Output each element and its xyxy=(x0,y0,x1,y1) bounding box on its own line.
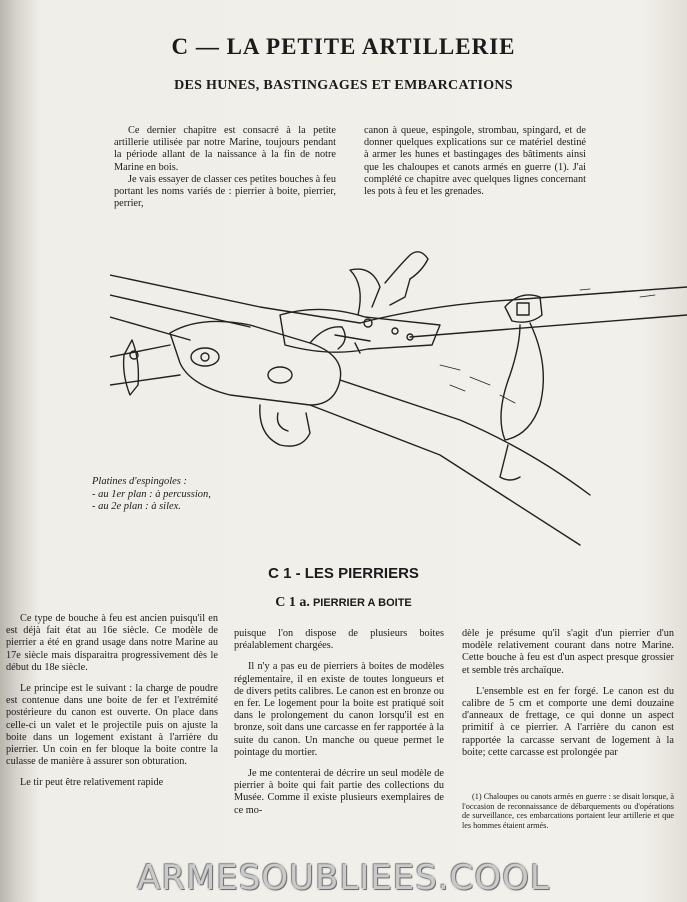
caption-line: - au 2e plan : à silex. xyxy=(92,501,181,512)
intro-column-right xyxy=(364,125,586,198)
caption-line: Platines d'espingoles : xyxy=(92,476,187,487)
subsection-title: PIERRIER A BOITE xyxy=(312,597,412,609)
body-paragraph: L'ensemble est en fer forgé. Le canon est du calibre de 5 cm et comporte une demi douzaine d'anneaux de frettage, ce qui donne un aspect primitif à ce pierrier. A l'arrière du canon est rapportée la carcasse servant de logement à la boite; cette carcasse est prolongée par xyxy=(462,685,674,758)
subsection-heading xyxy=(0,595,687,611)
body-paragraph: dèle je présume qu'il s'agit d'un pierrier d'un modèle relativement courant dans notre Marine. Cette bouche à feu est d'un aspect presque grossier et semble très archaïque. xyxy=(462,628,674,676)
body-paragraph: Je me contenterai de décrire un seul modèle de pierrier à boite qui fait partie des collections du Musée. Comme il existe plusieurs exemplaires de ce mo- xyxy=(234,768,444,816)
page-subtitle: DES HUNES, BASTINGAGES ET EMBARCATIONS xyxy=(174,78,513,93)
body-paragraph: Le principe est le suivant : la charge de poudre est contenue dans une boite de fer et l'extrémité postérieure du canon est ouverte. On place dans celle-ci un valet et le projectile puis on ajuste la boite dans un logement existant à l'arrière du pierrier. Un coin en fer bloque la boite contre la culasse de manière à assurer son obturation. xyxy=(6,683,218,768)
body-column-left xyxy=(6,613,218,790)
body-paragraph: Le tir peut être relativement rapide xyxy=(20,777,164,789)
body-paragraph: puisque l'on dispose de plusieurs boites préalablement chargées. xyxy=(234,628,444,652)
body-column-middle xyxy=(234,628,444,817)
intro-paragraph: canon à queue, espingole, strombau, spingard, et de donner quelques explications sur ce matériel destiné à armer les hunes et bastingages des bâtiments ainsi que les chaloupes et canots armés en guerre (1). J'ai complété ce chapitre avec quelques lignes concernant les pots à feu et les grenades. xyxy=(364,125,586,198)
watermark: ARMESOUBLIEES.COOL xyxy=(137,858,550,898)
section-heading: C 1 - LES PIERRIERS xyxy=(268,565,419,582)
subsection-number: C 1 a. xyxy=(275,595,310,610)
footnote xyxy=(462,792,674,830)
page-title: C — LA PETITE ARTILLERIE xyxy=(171,34,516,59)
intro-paragraph: Je vais essayer de classer ces petites bouches à feu portant les noms variés de : pierrier à boite, pierrier, perrier, xyxy=(114,173,336,210)
illustration-caption xyxy=(92,476,211,514)
intro-column-left xyxy=(114,125,336,210)
body-paragraph: Ce type de bouche à feu est ancien puisqu'il en est déjà fait état au 16e siècle. Ce modèle de pierrier a été en grand usage dans notre Marine au 17e siècle mais disparaitra progressivement dès le début du 18e siècle. xyxy=(6,613,218,673)
caption-line: - au 1er plan : à percussion, xyxy=(92,488,211,500)
body-paragraph: Il n'y a pas eu de pierriers à boites de modèles réglementaire, il en existe de toutes longueurs et de divers petits calibres. Le canon est en bronze ou en fer. Le logement pour la boite est pratiqué soit dans le prolongement du canon lorsqu'il est en bronze, soit dans une carcasse en fer rapportée à la suite du canon. Un manche ou queue permet le pointage du mortier. xyxy=(234,661,444,758)
body-column-right xyxy=(462,628,674,759)
footnote-text: (1) Chaloupes ou canots armés en guerre : se disait lorsque, à l'occasion de reconnaissance de débarquements ou d'opérations de surveillance, ces embarcations portaient leur artillerie et que les hommes étaient armés. xyxy=(462,792,674,830)
intro-paragraph: Ce dernier chapitre est consacré à la petite artillerie utilisée par notre Marine, toujours pendant la période allant de la naissance à la fin de notre Marine en bois. xyxy=(114,125,336,173)
